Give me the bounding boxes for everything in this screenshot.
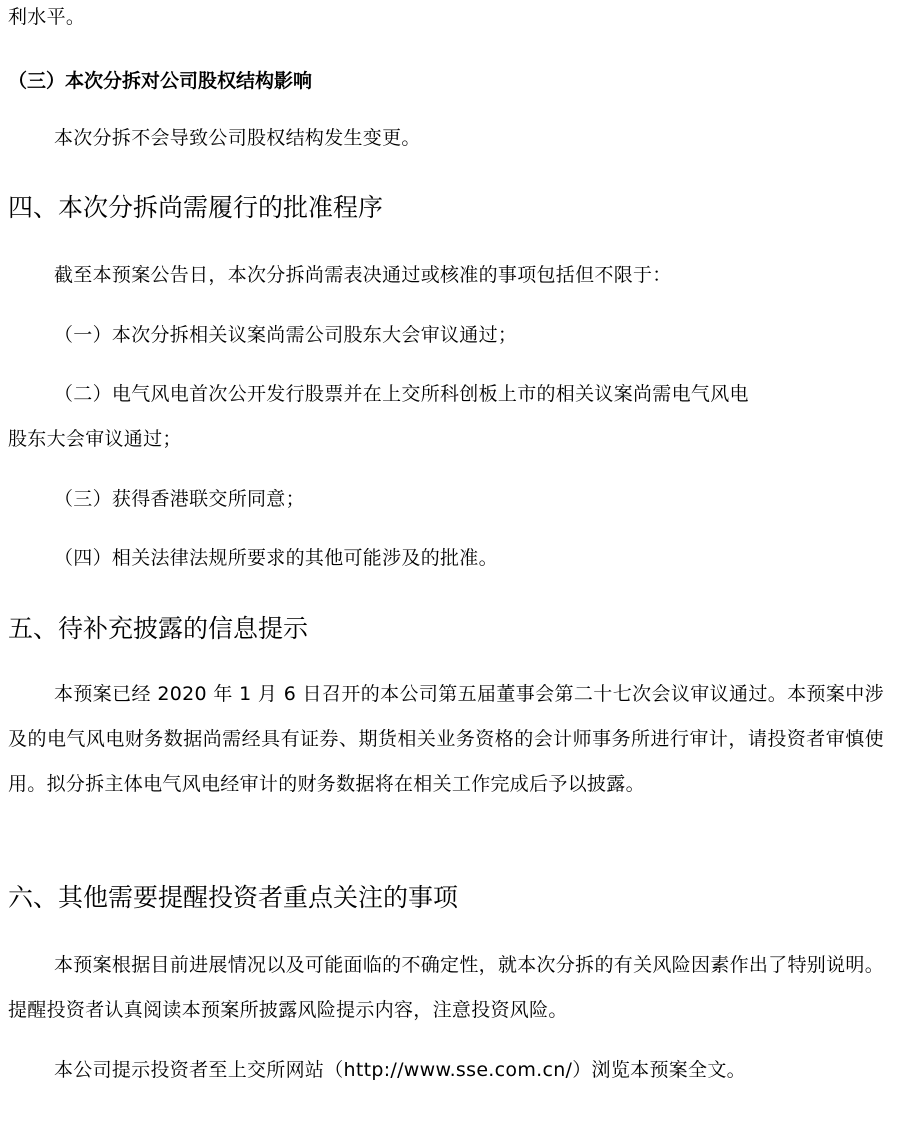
paragraph-equity-structure: 本次分拆不会导致公司股权结构发生变更。 [54,127,421,149]
carry-over-text: 利水平。 [8,6,86,28]
section-heading-approval-procedures: 四、本次分拆尚需履行的批准程序 [8,193,384,222]
approval-item-3: （三）获得香港联交所同意； [54,488,305,510]
approval-item-4: （四）相关法律法规所要求的其他可能涉及的批准。 [54,547,498,569]
approval-item-2-line-2: 股东大会审议通过； [8,428,182,450]
section-heading-investor-attention: 六、其他需要提醒投资者重点关注的事项 [8,883,459,912]
paragraph-approval-intro: 截至本预案公告日，本次分拆尚需表决通过或核准的事项包括但不限于： [54,264,672,286]
paragraph-website-reference: 本公司提示投资者至上交所网站（http://www.sse.com.cn/）浏览本预案全文。 [54,1059,746,1081]
paragraph-pending-disclosure: 本预案已经 2020 年 1 月 6 日召开的本公司第五届董事会第二十七次会议审议通过。本预案中涉及的电气风电财务数据尚需经具有证券、期货相关业务资格的会计师事务所进行审计，请投资者审慎使用。拟分拆主体电气风电经审计的财务数据将在相关工作完成后予以披露。 [8,683,884,795]
section-heading-pending-disclosure: 五、待补充披露的信息提示 [8,614,309,643]
approval-item-2-line-1: （二）电气风电首次公开发行股票并在上交所科创板上市的相关议案尚需电气风电 [54,383,749,405]
approval-item-1: （一）本次分拆相关议案尚需公司股东大会审议通过； [54,324,518,346]
sub-heading-equity-impact: （三）本次分拆对公司股权结构影响 [8,70,313,92]
paragraph-risk-factors: 本预案根据目前进展情况以及可能面临的不确定性，就本次分拆的有关风险因素作出了特别说明。提醒投资者认真阅读本预案所披露风险提示内容，注意投资风险。 [8,954,884,1021]
